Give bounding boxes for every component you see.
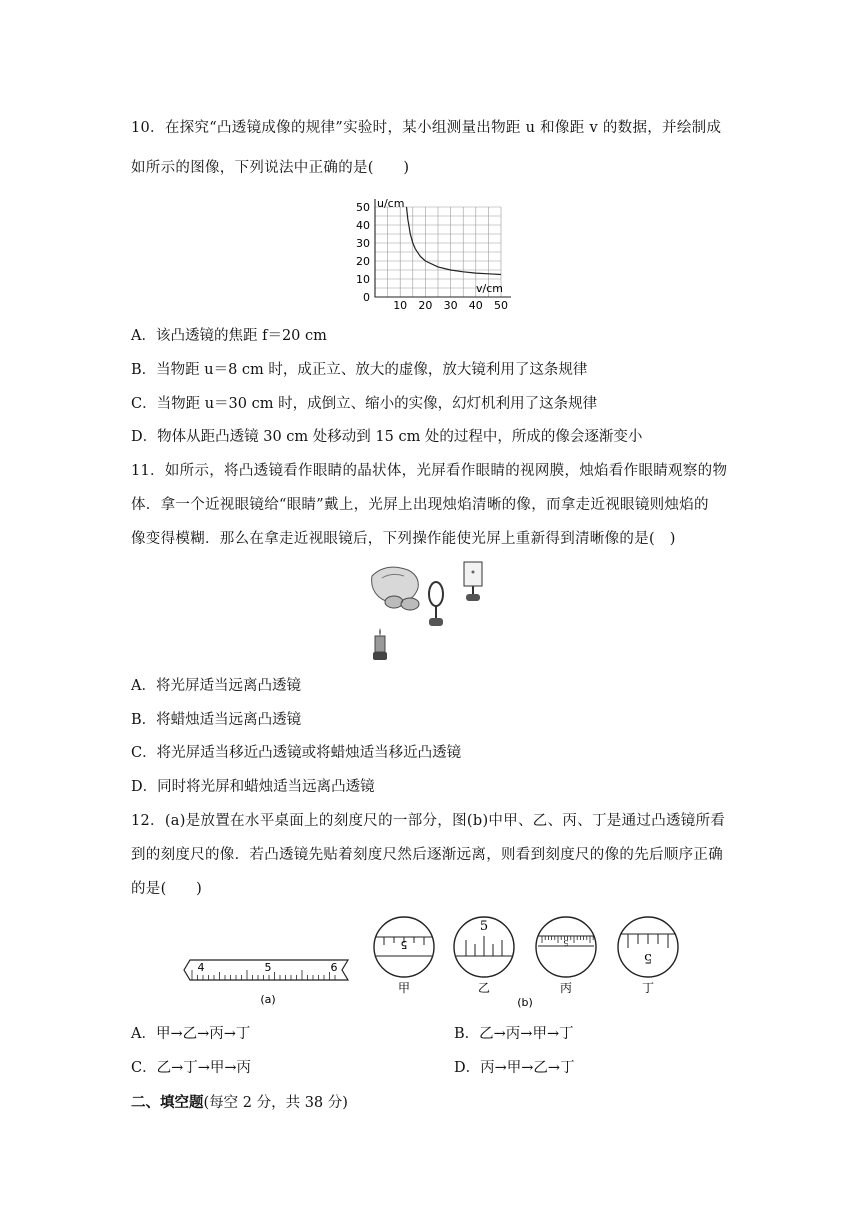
lens-jia-digit: 5: [400, 938, 408, 951]
q12-stem-line1: 12．(a)是放置在水平桌面上的刻度尺的一部分，图(b)中甲、乙、丙、丁是通过凸透镜所看: [131, 813, 726, 829]
lens-jia: [374, 917, 434, 995]
section-note: (每空 2 分，共 38 分): [203, 1095, 348, 1111]
y-tick-label: 0: [363, 291, 370, 304]
section-heading: [131, 1093, 348, 1113]
ruler-label-6: 6: [330, 961, 338, 974]
lens-bing-digit: 5: [563, 938, 569, 947]
lens-yi-digit: 5: [479, 919, 489, 934]
q10-option-a: A．该凸透镜的焦距 f＝20 cm: [131, 328, 327, 344]
x-tick-label: 10: [393, 299, 408, 312]
q10-option-c: C．当物距 u＝30 cm 时，成倒立、缩小的实像，幻灯机利用了这条规律: [131, 396, 598, 412]
q12-option-b: B．乙→丙→甲→丁: [454, 1026, 574, 1042]
q11-option-c: C．将光屏适当移近凸透镜或将蜡烛适当移近凸透镜: [131, 745, 462, 761]
q11-stem-line1: 11．如所示，将凸透镜看作眼睛的晶状体，光屏看作眼睛的视网膜，烛焰看作眼睛观察的物: [131, 463, 728, 479]
figure-a-caption: (a): [260, 993, 276, 1006]
ruler-figure-a: [180, 952, 352, 1010]
y-tick-label: 20: [356, 255, 370, 268]
x-tick-label: 50: [494, 299, 508, 312]
y-axis-label: u/cm: [377, 197, 405, 210]
q12-stem-line3: 的是( ): [131, 881, 203, 897]
lens-ding-caption: 丁: [641, 981, 655, 995]
x-tick-label: 20: [418, 299, 433, 312]
q12-option-a: A．甲→乙→丙→丁: [131, 1026, 251, 1042]
lens-views-figure-b: [370, 910, 690, 1010]
x-tick-label: 40: [468, 299, 483, 312]
q10-stem-line2: 如所示的图像，下列说法中正确的是( ): [131, 160, 410, 176]
x-tick-label: 30: [443, 299, 458, 312]
chart-ticks: [356, 201, 508, 312]
uv-curve: [407, 207, 502, 275]
y-tick-label: 40: [356, 219, 370, 232]
q12-option-d: D．丙→甲→乙→丁: [454, 1060, 575, 1076]
q12-stem-line2: 到的刻度尺的像．若凸透镜先贴着刻度尺然后逐渐远离，则看到刻度尺的像的先后顺序正确: [131, 847, 723, 863]
y-tick-label: 30: [356, 237, 370, 250]
q10-stem-line1: 10．在探究“凸透镜成像的规律”实验时，某小组测量出物距 u 和像距 v 的数据，并绘制成: [131, 120, 722, 136]
eye-model-illustration: [368, 558, 496, 666]
lens-ding: [618, 917, 678, 995]
x-axis-label: v/cm: [476, 282, 503, 295]
q10-option-d: D．物体从距凸透镜 30 cm 处移动到 15 cm 处的过程中，所成的像会逐渐变小: [131, 429, 643, 445]
uv-graph: [345, 195, 515, 315]
lens-jia-caption: 甲: [397, 981, 411, 995]
q12-option-c: C．乙→丁→甲→丙: [131, 1060, 252, 1076]
lens-bing-caption: 丙: [559, 981, 573, 995]
q11-stem-line2: 体．拿一个近视眼镜给“眼睛”戴上，光屏上出现烛焰清晰的像，而拿走近视眼镜则烛焰的: [131, 497, 709, 513]
section-title: 二、填空题: [131, 1094, 204, 1111]
lens-yi: [454, 917, 514, 995]
ruler-label-5: 5: [264, 961, 272, 974]
q11-option-a: A．将光屏适当远离凸透镜: [131, 678, 301, 694]
figure-b-caption: (b): [517, 996, 533, 1009]
q11-option-d: D．同时将光屏和蜡烛适当远离凸透镜: [131, 779, 375, 795]
lens-bing: [536, 917, 596, 995]
y-tick-label: 50: [356, 201, 370, 214]
y-tick-label: 10: [356, 273, 370, 286]
ruler-label-4: 4: [197, 961, 205, 974]
q11-option-b: B．将蜡烛适当远离凸透镜: [131, 712, 302, 728]
q11-stem-line3: 像变得模糊．那么在拿走近视眼镜后，下列操作能使光屏上重新得到清晰像的是( ): [131, 531, 676, 547]
lens-ding-digit: 5: [643, 950, 653, 965]
q10-option-b: B．当物距 u＝8 cm 时，成正立、放大的虚像，放大镜利用了这条规律: [131, 362, 588, 378]
lens-yi-caption: 乙: [477, 981, 491, 995]
